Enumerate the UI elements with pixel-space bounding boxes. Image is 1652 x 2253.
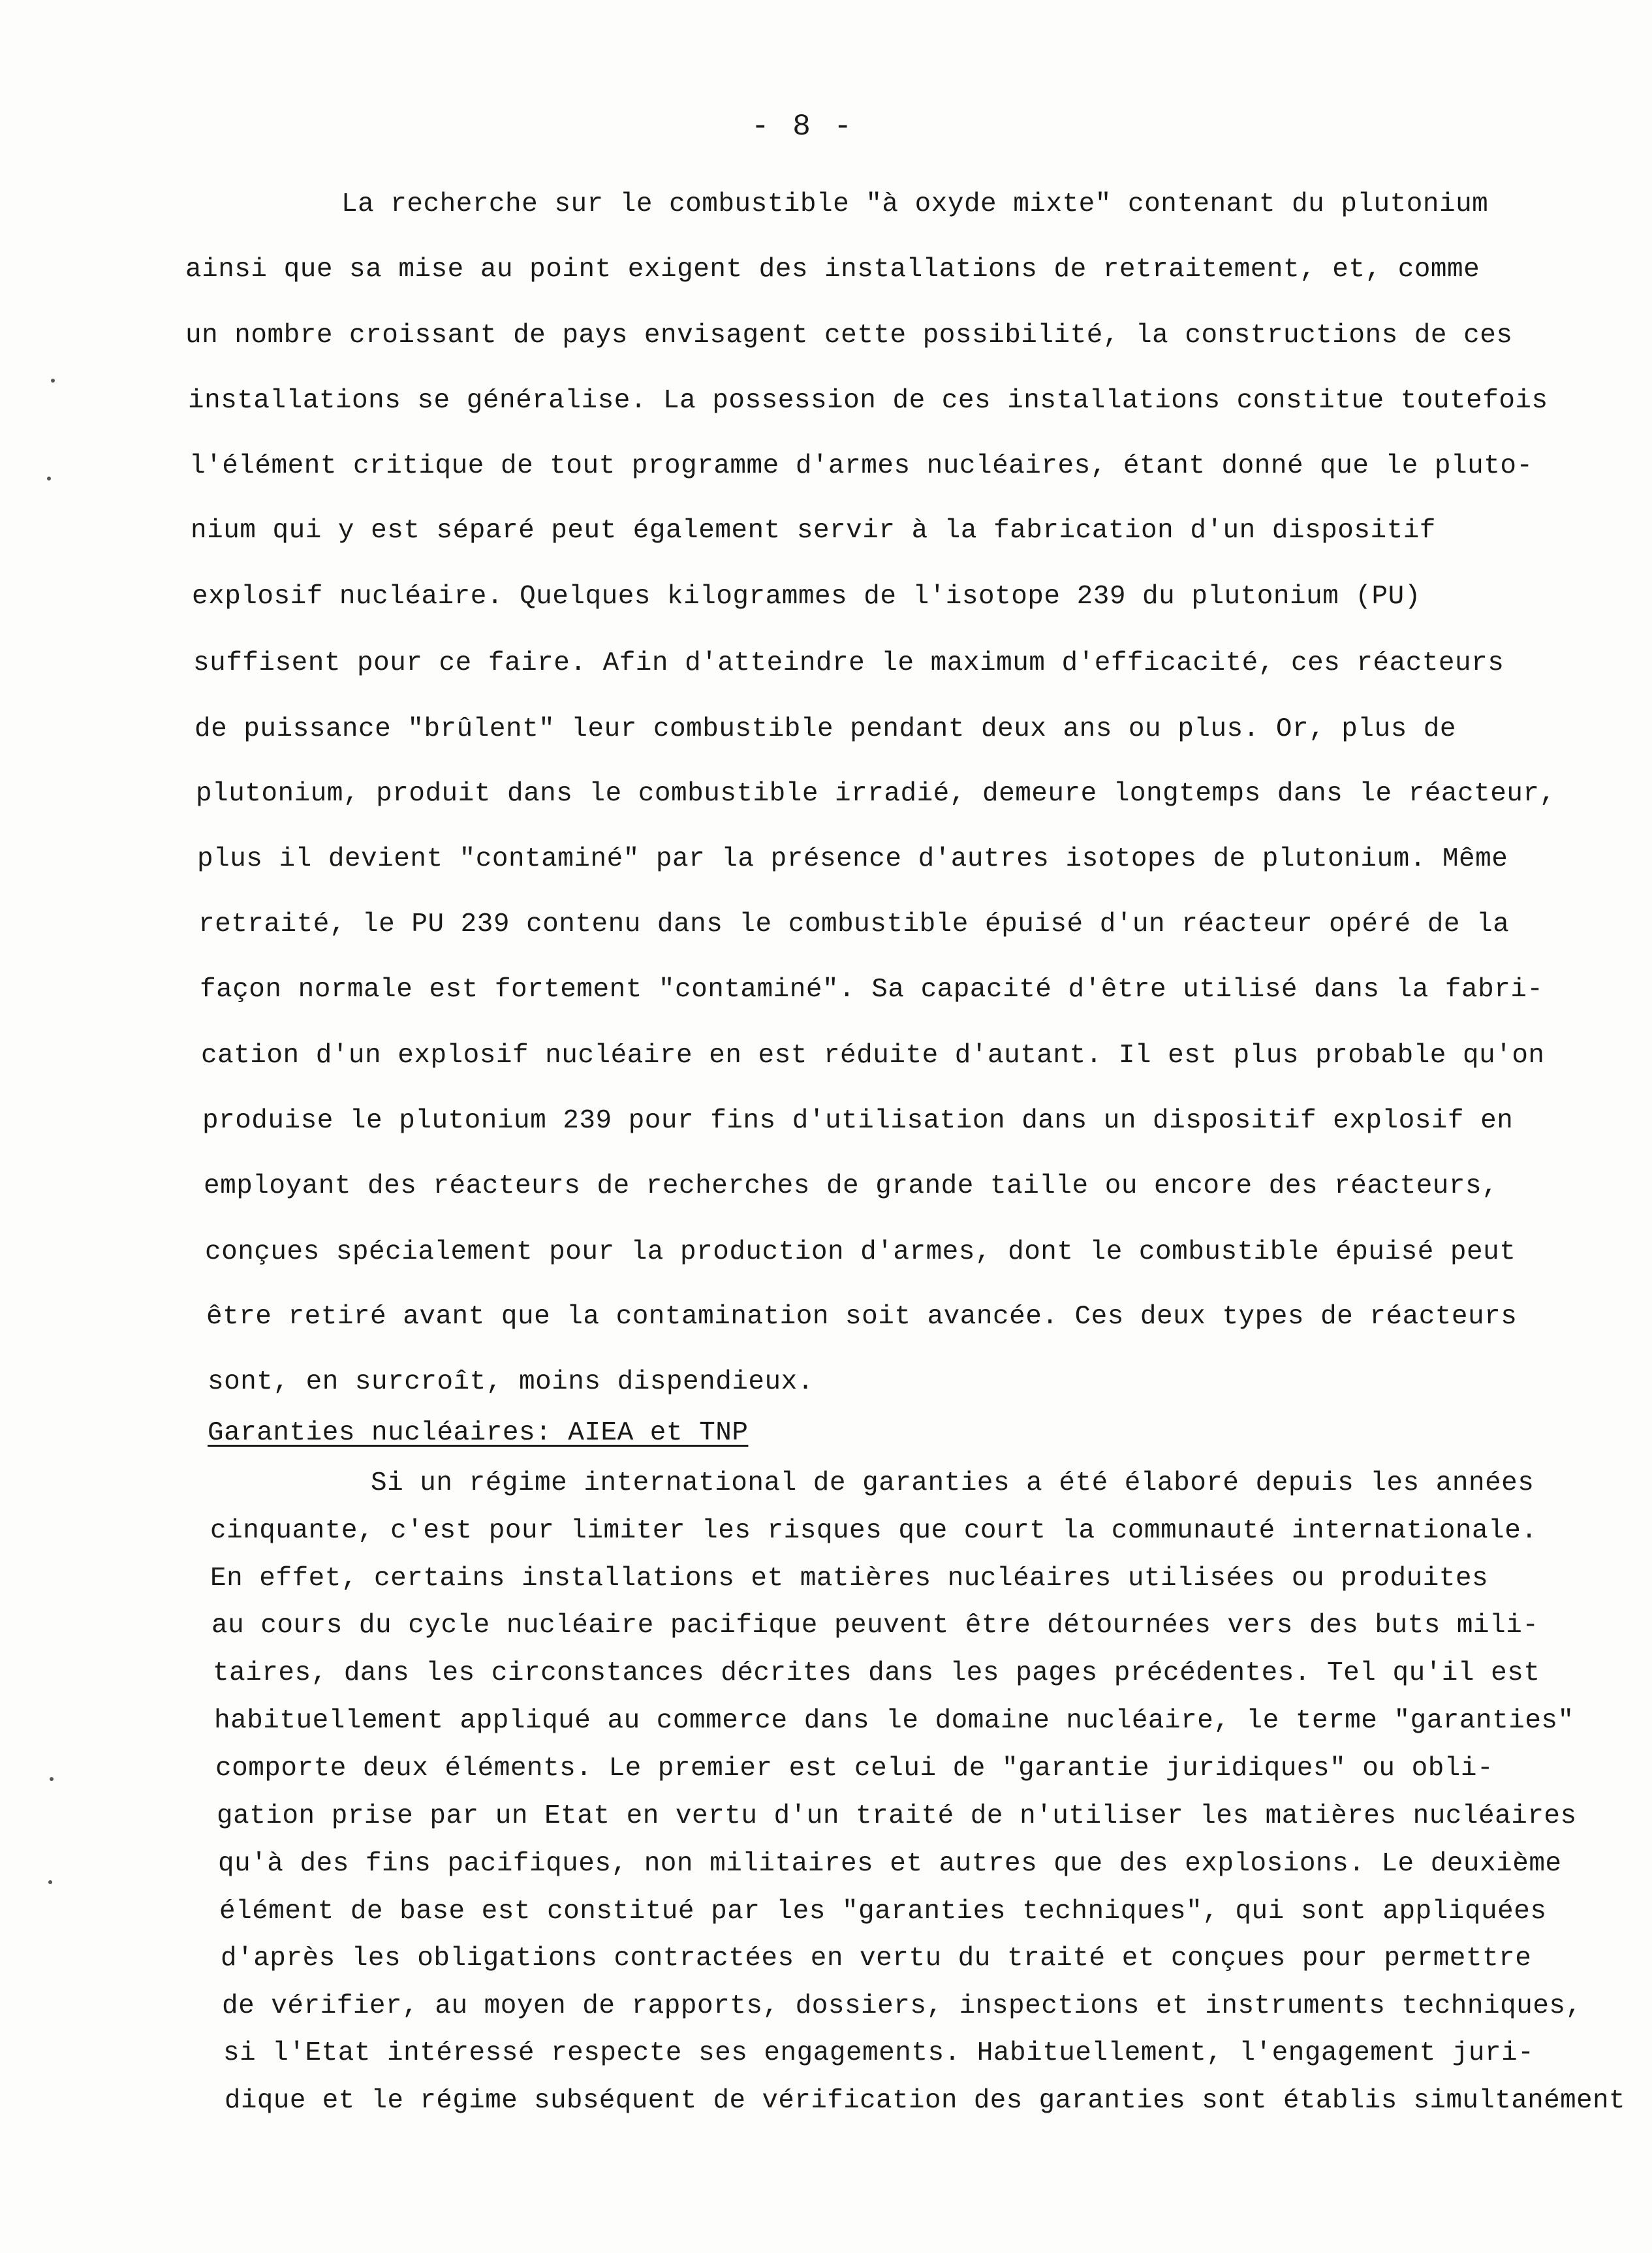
paragraph-1-line-8: suffisent pour ce faire. Afin d'atteindre le maximum d'efficacité, ces réacteurs: [193, 648, 1504, 678]
paragraph-1-line-3: un nombre croissant de pays envisagent cette possibilité, la constructions de ces: [185, 321, 1513, 351]
paragraph-2-line-7: comporte deux éléments. Le premier est celui de "garantie juridiques" ou obli-: [215, 1754, 1494, 1784]
paragraph-1-line-18: être retiré avant que la contamination soit avancée. Ces deux types de réacteurs: [206, 1302, 1518, 1332]
paragraph-2-line-6: habituellement appliqué au commerce dans le domaine nucléaire, le terme "garanties": [214, 1706, 1574, 1736]
paragraph-2-line-5: taires, dans les circonstances décrites dans les pages précédentes. Tel qu'il est: [213, 1658, 1540, 1688]
paragraph-1-line-1: La recherche sur le combustible "à oxyde mixte" contenant du plutonium: [341, 189, 1489, 219]
section-heading: Garanties nucléaires: AIEA et TNP: [208, 1418, 749, 1448]
paragraph-2-line-11: d'après les obligations contractées en vertu du traité et conçues pour permettre: [221, 1944, 1532, 1974]
paragraph-2-line-3: En effet, certains installations et matières nucléaires utilisées ou produites: [210, 1564, 1489, 1594]
page-number: - 8 -: [751, 110, 855, 144]
paragraph-1-line-5: l'élément critique de tout programme d'armes nucléaires, étant donné que le pluto-: [189, 451, 1533, 481]
paragraph-1-line-10: plutonium, produit dans le combustible irradié, demeure longtemps dans le réacteur,: [196, 779, 1556, 809]
paragraph-2-line-9: qu'à des fins pacifiques, non militaires et autres que des explosions. Le deuxième: [218, 1849, 1562, 1879]
paragraph-2-line-14: dique et le régime subséquent de vérification des garanties sont établis simultanément: [225, 2086, 1625, 2116]
paragraph-1-line-4: installations se généralise. La possession de ces installations constitue toutefois: [188, 386, 1548, 416]
paragraph-2-line-4: au cours du cycle nucléaire pacifique peuvent être détournées vers des buts mili-: [211, 1611, 1539, 1641]
paragraph-1-line-2: ainsi que sa mise au point exigent des installations de retraitement, et, comme: [185, 255, 1480, 285]
scan-speck: [48, 1880, 52, 1884]
paragraph-1-line-6: nium qui y est séparé peut également servir à la fabrication d'un dispositif: [191, 516, 1436, 546]
paragraph-1-line-7: explosif nucléaire. Quelques kilogrammes de l'isotope 239 du plutonium (PU): [192, 582, 1421, 612]
paragraph-1-line-19: sont, en surcroît, moins dispendieux.: [208, 1367, 814, 1397]
paragraph-2-line-2: cinquante, c'est pour limiter les risques que court la communauté internationale.: [210, 1516, 1538, 1546]
scan-speck: [47, 477, 51, 481]
paragraph-1-line-11: plus il devient "contaminé" par la présence d'autres isotopes de plutonium. Même: [197, 844, 1508, 874]
paragraph-2-line-10: élément de base est constitué par les "garanties techniques", qui sont appliquées: [219, 1897, 1547, 1927]
paragraph-2-line-12: de vérifier, au moyen de rapports, dossiers, inspections et instruments techniques,: [222, 1991, 1582, 2021]
paragraph-2-line-1: Si un régime international de garanties a été élaboré depuis les années: [371, 1468, 1535, 1498]
scan-speck: [50, 1777, 54, 1781]
paragraph-1-line-15: produise le plutonium 239 pour fins d'utilisation dans un dispositif explosif en: [202, 1106, 1514, 1136]
scan-speck: [51, 379, 55, 383]
paragraph-1-line-16: employant des réacteurs de recherches de grande taille ou encore des réacteurs,: [204, 1171, 1499, 1201]
paragraph-1-line-14: cation d'un explosif nucléaire en est réduite d'autant. Il est plus probable qu'on: [201, 1041, 1545, 1071]
paragraph-2-line-8: gation prise par un Etat en vertu d'un traité de n'utiliser les matières nucléaires: [217, 1801, 1577, 1831]
paragraph-2-line-13: si l'Etat intéressé respecte ses engagements. Habituellement, l'engagement juri-: [223, 2038, 1535, 2068]
paragraph-1-line-13: façon normale est fortement "contaminé". Sa capacité d'être utilisé dans la fabri-: [200, 975, 1544, 1005]
paragraph-1-line-17: conçues spécialement pour la production d'armes, dont le combustible épuisé peut: [205, 1237, 1516, 1267]
paragraph-1-line-9: de puissance "brûlent" leur combustible pendant deux ans ou plus. Or, plus de: [195, 714, 1457, 744]
paragraph-1-line-12: retraité, le PU 239 contenu dans le combustible épuisé d'un réacteur opéré de la: [198, 909, 1510, 939]
